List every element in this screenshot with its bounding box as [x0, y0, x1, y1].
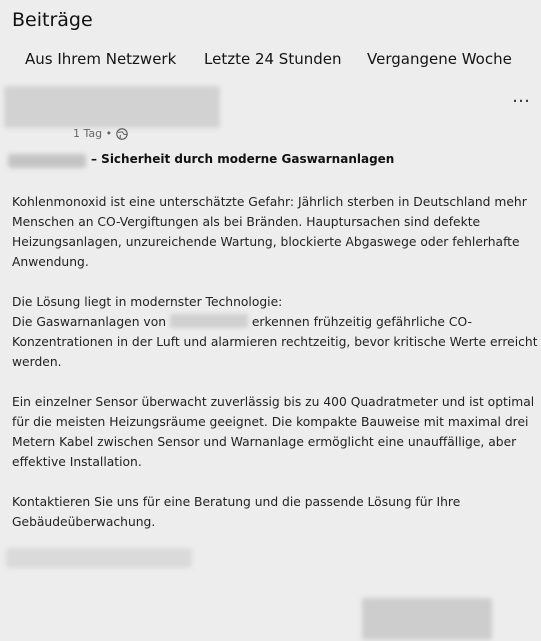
company-name-redacted: [170, 314, 248, 328]
image-redacted: [362, 598, 492, 640]
post-paragraph: Ein einzelner Sensor überwacht zuverlässig bis zu 400 Quadratmeter und ist optimal für die meisten Heizungsräume geeignet. Die kompakte Bauweise mit maximal drei Metern Kabel zwischen Sensor und Warnanlage ermöglicht eine unauffällige, aber effektive Installation.: [12, 395, 535, 469]
more-options-icon[interactable]: …: [512, 86, 531, 107]
globe-icon: [116, 128, 128, 140]
post-meta: [73, 127, 128, 140]
tab-last-24-hours[interactable]: Letzte 24 Stunden: [204, 50, 342, 68]
post-paragraph: Kontaktieren Sie uns für eine Beratung und die passende Lösung für Ihre Gebäudeüberwachung.: [12, 495, 461, 529]
tab-network[interactable]: Aus Ihrem Netzwerk: [25, 50, 177, 68]
footer-redacted: [6, 548, 192, 568]
post-text: erkennen frühzeitig gefährliche CO-Konzentrationen in der Luft und alarmieren rechtzeitig, bevor kritische Werte erreicht werden.: [12, 315, 538, 369]
post-text: Die Gaswarnanlagen von: [12, 315, 167, 329]
post-paragraph: [12, 292, 539, 372]
filter-tabs: [0, 50, 541, 72]
post-headline: – Sicherheit durch moderne Gaswarnanlagen: [91, 152, 395, 166]
post-paragraph: Kohlenmonoxid ist eine unterschätzte Gefahr: Jährlich sterben in Deutschland mehr Menschen an CO-Vergiftungen als bei Bränden. Hauptursachen sind defekte Heizungsanlagen, unzureichende Wartung, blockierte Abgaswege oder fehlerhafte Anwendung.: [12, 195, 527, 269]
tab-last-week[interactable]: Vergangene Woche: [367, 50, 512, 68]
post-time: 1 Tag •: [73, 127, 113, 140]
post-body: [12, 192, 539, 552]
author-redacted: [4, 86, 220, 128]
post-line: Die Lösung liegt in modernster Technologie:: [12, 295, 283, 309]
company-name-redacted: [8, 154, 86, 168]
page-title: Beiträge: [12, 9, 93, 31]
